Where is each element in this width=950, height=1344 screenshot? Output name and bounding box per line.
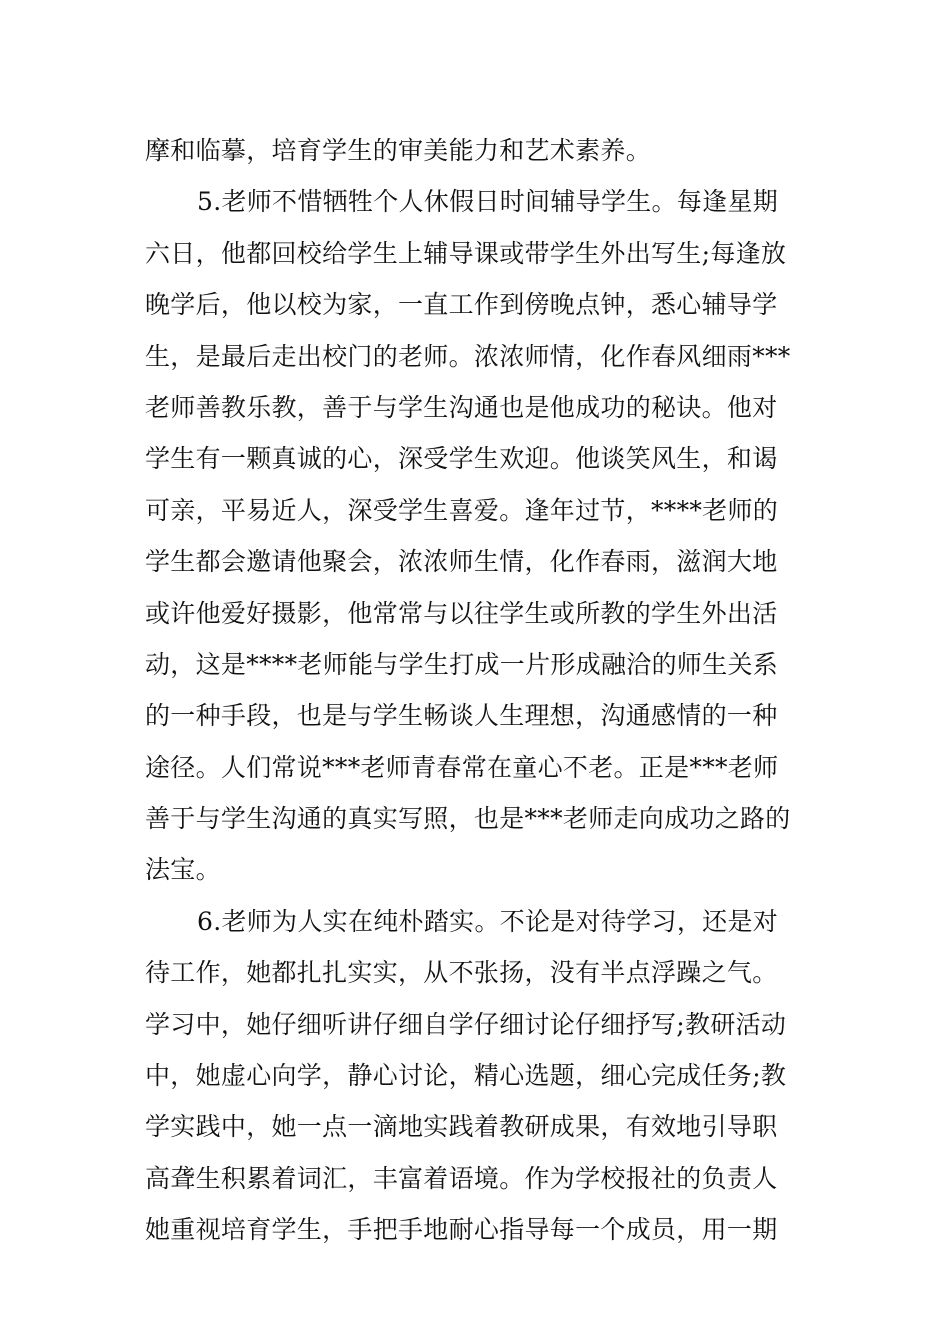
text-line-10: 或许他爱好摄影，他常常与以往学生或所教的学生外出活 xyxy=(145,598,778,628)
text-line-1: 摩和临摹，培育学生的审美能力和艺术素养。 xyxy=(145,136,652,165)
text-line-2-paragraph-5-start: 5.老师不惜牺牲个人休假日时间辅导学生。每逢星期 xyxy=(197,187,779,217)
text-line-20: 学实践中，她一点一滴地实践着教研成果，有效地引导职 xyxy=(145,1112,778,1142)
body-text xyxy=(145,125,815,1256)
text-line-16-paragraph-6-start: 6.老师为人实在纯朴踏实。不论是对待学习，还是对 xyxy=(197,906,779,936)
text-line-6: 老师善教乐教，善于与学生沟通也是他成功的秘诀。他对 xyxy=(145,392,778,422)
text-line-15: 法宝。 xyxy=(145,855,221,885)
text-line-18: 学习中，她仔细听讲仔细自学仔细讨论仔细抒写;教研活动 xyxy=(145,1009,787,1039)
text-line-7: 学生有一颗真诚的心，深受学生欢迎。他谈笑风生，和谒 xyxy=(145,444,778,474)
text-line-4: 晚学后，他以校为家，一直工作到傍晚点钟，悉心辅导学 xyxy=(145,290,778,320)
text-line-13: 途径。人们常说***老师青春常在童心不老。正是***老师 xyxy=(145,752,779,782)
text-line-12: 的一种手段，也是与学生畅谈人生理想，沟通感情的一种 xyxy=(145,701,778,731)
text-line-17: 待工作，她都扎扎实实，从不张扬，没有半点浮躁之气。 xyxy=(145,958,778,988)
text-line-8: 可亲，平易近人，深受学生喜爱。逢年过节，****老师的 xyxy=(145,495,779,525)
text-line-21: 高聋生积累着词汇，丰富着语境。作为学校报社的负责人 xyxy=(145,1163,778,1193)
text-line-9: 学生都会邀请他聚会，浓浓师生情，化作春雨，滋润大地 xyxy=(145,547,778,577)
text-line-3: 六日，他都回校给学生上辅导课或带学生外出写生;每逢放 xyxy=(145,238,787,268)
text-line-19: 中，她虚心向学，静心讨论，精心选题，细心完成任务;教 xyxy=(145,1061,787,1091)
text-line-14: 善于与学生沟通的真实写照，也是***老师走向成功之路的 xyxy=(145,804,791,834)
text-line-22: 她重视培育学生，手把手地耐心指导每一个成员，用一期 xyxy=(145,1215,778,1245)
text-line-11: 动，这是****老师能与学生打成一片形成融洽的师生关系 xyxy=(145,649,779,679)
text-line-5: 生，是最后走出校门的老师。浓浓师情，化作春风细雨*** xyxy=(145,341,791,371)
